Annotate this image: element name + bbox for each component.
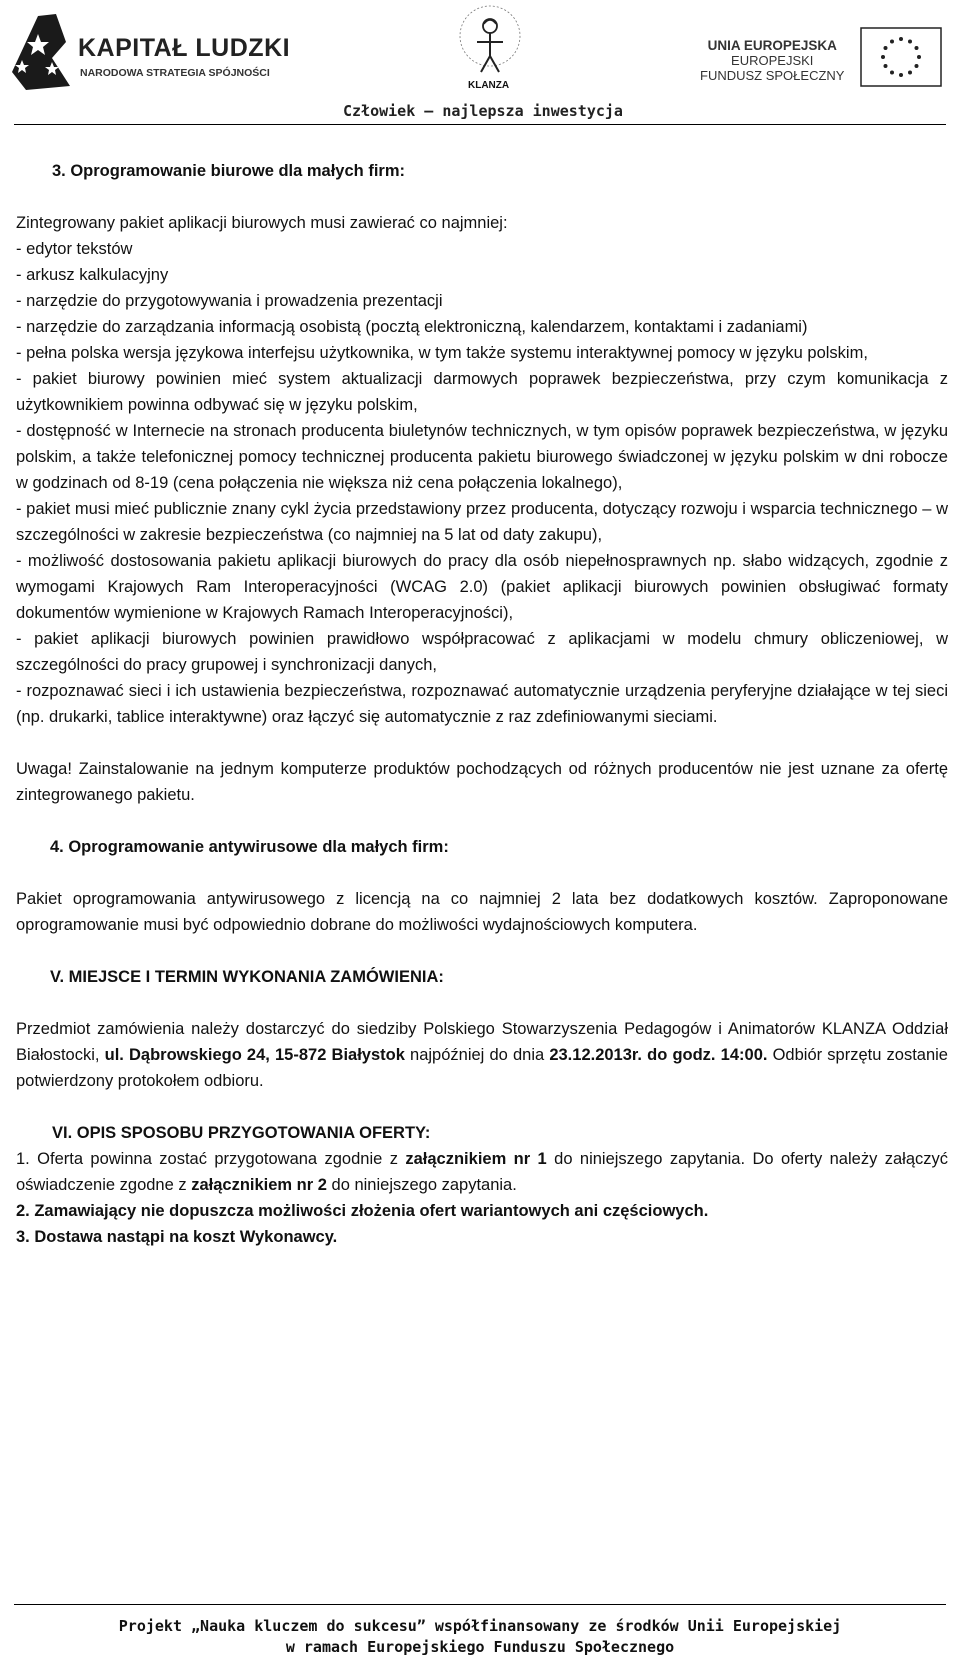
section-v-heading: V. MIEJSCE I TERMIN WYKONANIA ZAMÓWIENIA: <box>50 968 444 986</box>
list-item: - możliwość dostosowania pakietu aplikacji biurowych do pracy dla osób niepełnosprawnych np. słabo widzących, zgodnie z wymogami Krajowych Ram Interoperacyjności (WCAG 2.0) (pakiet aplikacji biurowych powinien obsługiwać formaty dokumentów wymienione w Krajowych Ramach Interoperacyjności), <box>16 552 948 622</box>
klanza-name: KLANZA <box>468 80 510 91</box>
section-v-text-a: Przedmiot zamówienia należy dostarczyć do siedziby Polskiego Stowarzyszenia Pedagogów i Animatorów KLANZA Oddział Białostocki, <box>16 1020 948 1064</box>
section-vi-p1 <box>16 1146 948 1198</box>
section-vi-p1-c: do niniejszego zapytania. <box>326 1176 517 1194</box>
list-item: - pełna polska wersja językowa interfejsu użytkownika, w tym także systemu interaktywnej pomocy w języku polskim, <box>16 344 868 362</box>
list-item: - pakiet aplikacji biurowych powinien prawidłowo współpracować z aplikacjami w modelu chmury obliczeniowej, w szczególności do pracy grupowej i synchronizacji danych, <box>16 630 948 674</box>
section-3-intro: Zintegrowany pakiet aplikacji biurowych musi zawierać co najmniej: <box>16 214 508 232</box>
footer-divider <box>14 1604 946 1605</box>
eu-line-2: EUROPEJSKI <box>731 53 814 68</box>
list-item: - narzędzie do przygotowywania i prowadzenia prezentacji <box>16 292 443 310</box>
attachment-1-ref: załącznikiem nr 1 <box>405 1150 547 1168</box>
section-v-text-b: najpóźniej do dnia <box>404 1046 550 1064</box>
eu-fund-text <box>700 38 844 83</box>
section-4-heading: 4. Oprogramowanie antywirusowe dla małych firm: <box>50 838 449 856</box>
delivery-address: ul. Dąbrowskiego 24, 15-872 Białystok <box>104 1046 405 1064</box>
list-item: - edytor tekstów <box>16 240 133 258</box>
section-3-heading: 3. Oprogramowanie biurowe dla małych firm: <box>52 162 405 180</box>
section-vi-p2: 2. Zamawiający nie dopuszcza możliwości złożenia ofert wariantowych ani częściowych. <box>16 1202 709 1220</box>
eu-line-1: UNIA EUROPEJSKA <box>707 38 837 53</box>
page-header <box>0 0 960 130</box>
section-v-text <box>16 1016 948 1094</box>
footer-line-1: Projekt „Nauka kluczem do sukcesu” współfinansowany ze środków Unii Europejskiej <box>118 1617 842 1635</box>
section-4-text: Pakiet oprogramowania antywirusowego z licencją na co najmniej 2 lata bez dodatkowych kosztów. Zaproponowane oprogramowanie musi być odpowiednio dobrane do możliwości wydajnościowych komputera. <box>16 890 948 934</box>
kapital-ludzki-subtitle: NARODOWA STRATEGIA SPÓJNOŚCI <box>80 67 270 79</box>
section-vi-heading: VI. OPIS SPOSOBU PRZYGOTOWANIA OFERTY: <box>52 1124 431 1142</box>
list-item: - pakiet musi mieć publicznie znany cykl życia przedstawiony przez producenta, dotyczący rozwoju i wsparcia technicznego – w szczególności w zakresie bezpieczeństwa (co najmniej na 5 lat od daty zakupu), <box>16 500 948 544</box>
header-tagline: Człowiek – najlepsza inwestycja <box>343 102 623 120</box>
kapital-ludzki-title: KAPITAŁ LUDZKI <box>78 34 291 62</box>
section-v-text-c: Odbiór sprzętu zostanie potwierdzony protokołem odbioru. <box>16 1046 948 1090</box>
header-divider <box>14 124 946 125</box>
footer-line-2: w ramach Europejskiego Funduszu Społecznego <box>285 1638 675 1656</box>
list-item: - pakiet biurowy powinien mieć system aktualizacji darmowych poprawek bezpieczeństwa, przy czym komunikacja z użytkownikiem powinna odbywać się w języku polskim, <box>16 370 948 414</box>
eu-line-3: FUNDUSZ SPOŁECZNY <box>700 68 845 83</box>
attachment-2-ref: załącznikiem nr 2 <box>191 1176 327 1194</box>
section-3-note: Uwaga! Zainstalowanie na jednym komputerze produktów pochodzących od różnych producentów nie jest uznane za ofertę zintegrowanego pakietu. <box>16 760 948 804</box>
delivery-deadline: 23.12.2013r. do godz. 14:00. <box>549 1046 768 1064</box>
section-vi-p1-b: do niniejszego zapytania. Do oferty należy załączyć oświadczenie zgodne z <box>16 1150 948 1194</box>
section-vi-p3: 3. Dostawa nastąpi na koszt Wykonawcy. <box>16 1228 338 1246</box>
list-item: - narzędzie do zarządzania informacją osobistą (pocztą elektroniczną, kalendarzem, kontaktami i zadaniami) <box>16 318 808 336</box>
list-item: - arkusz kalkulacyjny <box>16 266 169 284</box>
list-item: - dostępność w Internecie na stronach producenta biuletynów technicznych, w tym opisów poprawek bezpieczeństwa, w języku polskim, a także telefonicznej pomocy technicznej producenta pakietu biurowego świadczonej w języku polskim w dni robocze w godzinach od 8-19 (cena połączenia nie większa niż cena połączenia lokalnego), <box>16 422 948 492</box>
list-item: - rozpoznawać sieci i ich ustawienia bezpieczeństwa, rozpoznawać automatycznie urządzenia peryferyjne działające w tej sieci (np. drukarki, tablice interaktywne) oraz łączyć się automatycznie z raz zdefiniowanymi sieciami. <box>16 682 948 726</box>
page-footer <box>0 1616 960 1658</box>
document-body <box>16 158 948 1250</box>
section-vi-p1-a: 1. Oferta powinna zostać przygotowana zgodnie z <box>16 1150 406 1168</box>
eu-flag-icon <box>860 27 942 87</box>
